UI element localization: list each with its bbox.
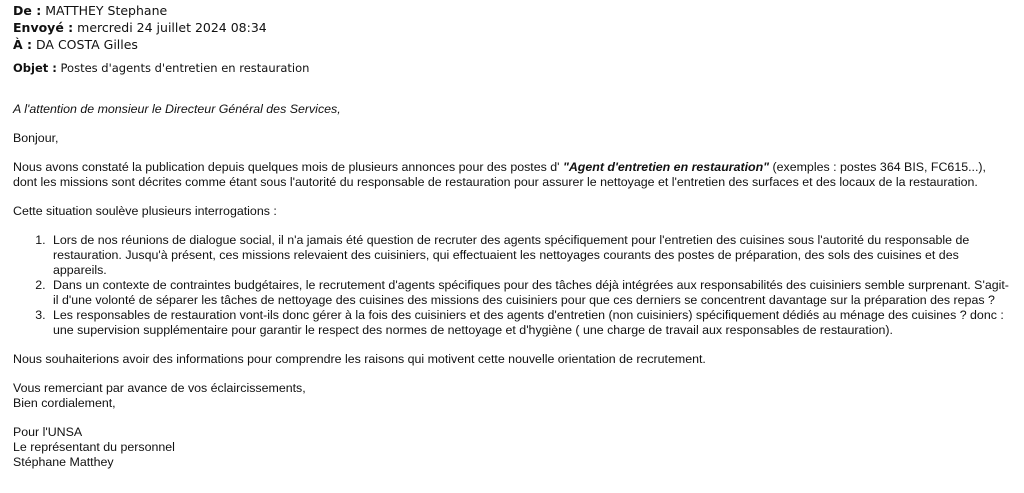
- subject-line: [13, 61, 309, 76]
- job-title-emphasis: "Agent d'entretien en restauration": [562, 160, 770, 174]
- paragraph-request: Nous souhaiterions avoir des informations pour comprendre les raisons qui motivent cette nouvelle orientation de recrutement.: [13, 352, 706, 366]
- to-value: DA COSTA Gilles: [36, 37, 138, 52]
- signature-block: [13, 425, 1013, 470]
- to-label: À :: [13, 37, 33, 52]
- from-line: [13, 3, 167, 19]
- closing-block: [13, 381, 1013, 411]
- questions-list: [13, 233, 1013, 338]
- subject-label: Objet :: [13, 61, 57, 75]
- from-label: De :: [13, 3, 42, 18]
- closing-thanks: Vous remerciant par avance de vos éclaircissements,: [13, 381, 306, 395]
- list-item: 2. Dans un contexte de contraintes budgétaires, le recrutement d'agents spécifiques pour des tâches déjà intégrées aux responsabilités des cuisiniers semble surprenant. S'agit-il d'une volonté de séparer les tâches de nettoyage des cuisines des missions des cuisiniers pour que ces derniers se concentrent davantage sur la préparation des repas ?: [49, 278, 1013, 308]
- to-line: [13, 37, 138, 53]
- email-body: [13, 102, 1013, 470]
- list-item: 1. Lors de nos réunions de dialogue social, il n'a jamais été question de recruter des agents spécifiquement pour l'entretien des cuisines sous l'autorité du responsable de restauration. Jusqu'à présent, ces missions relevaient des cuisiniers, qui effectuaient les nettoyages courants des postes de préparation, des sols des cuisines et des appareils.: [49, 233, 1013, 278]
- list-item: 3. Les responsables de restauration vont-ils donc gérer à la fois des cuisiniers et des agents d'entretien (non cuisiniers) spécifiquement dédiés au ménage des cuisines ? donc : une supervision supplémentaire pour garantir le respect des normes de nettoyage et d'hygiène ( une charge de travail aux responsables de restauration).: [49, 308, 1013, 338]
- greeting: Bonjour,: [13, 131, 59, 145]
- attention-line: A l'attention de monsieur le Directeur Général des Services,: [13, 102, 341, 116]
- closing-regards: Bien cordialement,: [13, 396, 116, 410]
- paragraph-publication: Nous avons constaté la publication depuis quelques mois de plusieurs annonces pour des postes d' "Agent d'entretien en restauration" (exemples : postes 364 BIS, FC615...), dont les missions sont décrites comme étant sous l'autorité du responsable de restauration pour assurer le nettoyage et l'entretien des surfaces et des locaux de la restauration.: [13, 160, 986, 189]
- sent-line: [13, 20, 267, 36]
- sent-value: mercredi 24 juillet 2024 08:34: [77, 20, 267, 35]
- signature-org: Pour l'UNSA: [13, 425, 83, 439]
- signature-role: Le représentant du personnel: [13, 440, 175, 454]
- paragraph-interrogations: Cette situation soulève plusieurs interrogations :: [13, 204, 277, 218]
- sent-label: Envoyé :: [13, 20, 74, 35]
- from-value: MATTHEY Stephane: [45, 3, 168, 18]
- signature-name: Stéphane Matthey: [13, 455, 114, 469]
- subject-value: Postes d'agents d'entretien en restauration: [60, 61, 310, 75]
